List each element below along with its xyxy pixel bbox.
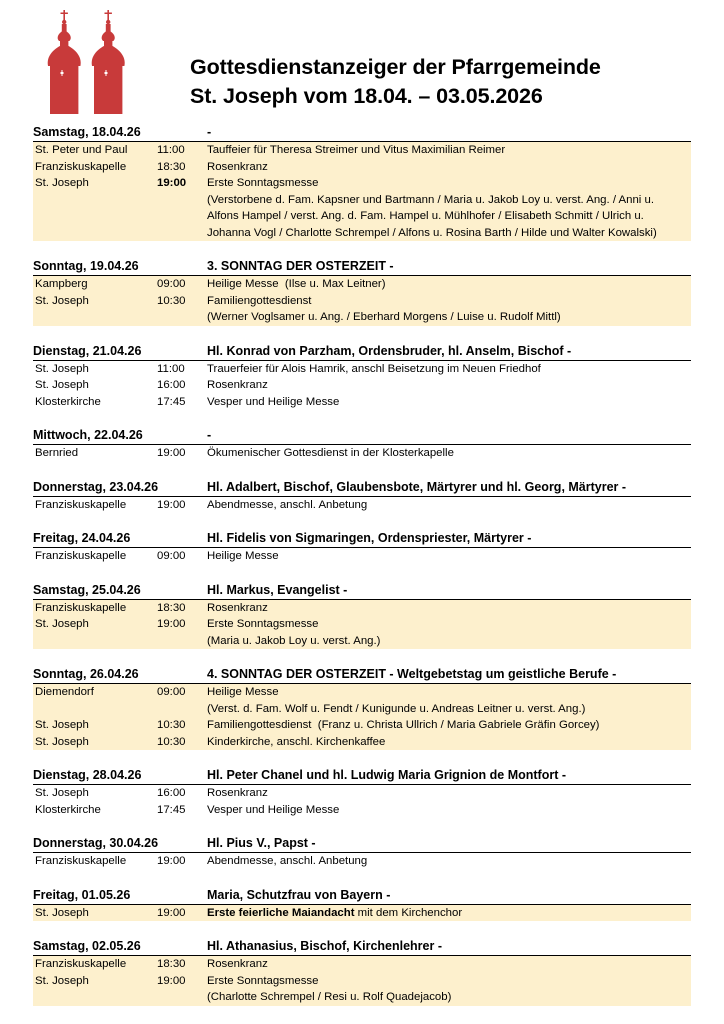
entry-description (207, 956, 691, 973)
entry-time: 18:30 (157, 958, 186, 970)
entry-time: 10:30 (157, 294, 186, 307)
day-date: Samstag, 25.04.26 (33, 582, 141, 597)
day-section (33, 257, 691, 326)
entry-time: 19:00 (157, 974, 186, 987)
entry-description (207, 175, 691, 241)
entry-description (207, 293, 691, 326)
day-section (33, 478, 691, 514)
entry-location: St. Joseph (35, 787, 89, 799)
entry-description (207, 497, 691, 514)
liturgical-feast: Hl. Fidelis von Sigmaringen, Ordenspriester, Märtyrer - (207, 531, 532, 545)
entry-time: 11:00 (157, 144, 185, 156)
entry-description (207, 853, 691, 870)
entry-time: 10:30 (157, 719, 186, 731)
description-line: Vesper und Heilige Messe (207, 395, 340, 408)
entry-time: 19:00 (157, 498, 186, 511)
entry-description (207, 394, 691, 411)
description-line: Ökumenischer Gottesdienst in der Klosterkapelle (207, 447, 454, 459)
description-line: Familiengottesdienst (Franz u. Christa Ullrich / Maria Gabriele Gräfin Gorcey) (207, 719, 600, 731)
day-section (33, 529, 691, 565)
entry-time: 19:00 (157, 618, 186, 630)
liturgical-feast: Maria, Schutzfrau von Bayern - (207, 887, 391, 902)
service-entry (33, 377, 691, 394)
description-line: (Maria u. Jakob Loy u. verst. Ang.) (207, 634, 381, 647)
entry-description (207, 548, 691, 565)
entry-location: St. Peter und Paul (35, 144, 128, 156)
description-line: Erste Sonntagsmesse (207, 618, 319, 630)
service-entry (33, 684, 691, 717)
description-line: Heilige Messe (207, 686, 279, 698)
entry-location: St. Joseph (35, 719, 89, 731)
description-line: (Werner Voglsamer u. Ang. / Eberhard Morgens / Luise u. Rudolf Mittl) (207, 311, 561, 323)
day-date: Dienstag, 28.04.26 (33, 768, 142, 782)
description-line: Trauerfeier für Alois Hamrik, anschl Beisetzung im Neuen Friedhof (207, 362, 541, 375)
entry-location: Kampberg (35, 278, 88, 290)
description-line (207, 905, 691, 922)
entry-location: Diemendorf (35, 686, 94, 698)
description-line: Heilige Messe (207, 550, 279, 562)
liturgical-feast: - (207, 428, 212, 442)
day-header (33, 581, 691, 600)
title-line-1: Gottesdienstanzeiger der Pfarrgemeinde (190, 55, 601, 79)
day-date: Freitag, 01.05.26 (33, 887, 131, 902)
entry-location: St. Joseph (35, 906, 89, 919)
entry-description (207, 600, 691, 617)
day-header (33, 529, 691, 548)
entry-time: 16:00 (157, 379, 186, 391)
description-line: (Charlotte Schrempel / Resi u. Rolf Quadejacob) (207, 991, 452, 1003)
day-section (33, 834, 691, 870)
entry-time: 19:00 (157, 855, 186, 867)
entry-location: St. Joseph (35, 362, 89, 375)
entry-location: St. Joseph (35, 177, 89, 189)
service-entry (33, 175, 691, 241)
liturgical-feast: 3. SONNTAG DER OSTERZEIT - (207, 259, 394, 273)
entry-description (207, 445, 691, 462)
day-date: Donnerstag, 30.04.26 (33, 836, 159, 850)
description-line: Rosenkranz (207, 379, 268, 391)
day-section (33, 426, 691, 462)
entry-time: 11:00 (157, 362, 185, 375)
day-section (33, 886, 691, 922)
service-entry (33, 361, 691, 378)
liturgical-feast: Hl. Pius V., Papst - (207, 836, 316, 850)
liturgical-feast: Hl. Peter Chanel und hl. Ludwig Maria Grignion de Montfort - (207, 768, 567, 782)
entry-location: Franziskuskapelle (35, 550, 127, 562)
page-title (190, 53, 601, 111)
entry-description (207, 159, 691, 176)
service-entry (33, 445, 691, 462)
entry-location: St. Joseph (35, 618, 89, 630)
entry-description (207, 717, 691, 734)
entry-description (207, 142, 691, 159)
service-entry (33, 142, 691, 159)
entry-description (207, 616, 691, 649)
entry-description (207, 785, 691, 802)
entry-location: Klosterkirche (35, 395, 101, 408)
day-section (33, 665, 691, 750)
service-entry (33, 497, 691, 514)
description-line: Rosenkranz (207, 601, 268, 614)
entry-time: 17:45 (157, 803, 186, 816)
service-entry (33, 159, 691, 176)
liturgical-feast: Hl. Athanasius, Bischof, Kirchenlehrer - (207, 939, 443, 953)
church-towers-logo (40, 8, 144, 116)
service-entry (33, 293, 691, 326)
entry-description (207, 377, 691, 394)
entry-location: St. Joseph (35, 974, 89, 987)
entry-location: Klosterkirche (35, 803, 101, 816)
entry-location: Franziskuskapelle (35, 958, 127, 970)
day-date: Samstag, 02.05.26 (33, 939, 141, 953)
entry-location: Franziskuskapelle (35, 601, 127, 614)
service-entry (33, 548, 691, 565)
entry-time: 19:00 (157, 906, 186, 919)
entry-time: 18:30 (157, 601, 186, 614)
liturgical-feast: Hl. Konrad von Parzham, Ordensbruder, hl. Anselm, Bischof - (207, 343, 572, 358)
entry-location: Franziskuskapelle (35, 855, 127, 867)
service-entry (33, 734, 691, 751)
entry-time: 17:45 (157, 395, 186, 408)
day-section (33, 123, 691, 241)
entry-description (207, 973, 691, 1006)
entry-description (207, 734, 691, 751)
description-line: Heilige Messe (Ilse u. Max Leitner) (207, 278, 386, 290)
title-line-2: St. Joseph vom 18.04. – 03.05.2026 (190, 84, 543, 108)
entry-time: 18:30 (157, 160, 186, 173)
day-date: Dienstag, 21.04.26 (33, 343, 142, 358)
day-date: Mittwoch, 22.04.26 (33, 428, 143, 442)
entry-description (207, 361, 691, 378)
entry-location: Franziskuskapelle (35, 160, 127, 173)
service-entry (33, 717, 691, 734)
description-line: Erste Sonntagsmesse (207, 974, 319, 987)
liturgical-feast: 4. SONNTAG DER OSTERZEIT - Weltgebetstag um geistliche Berufe - (207, 667, 617, 681)
entry-time: 16:00 (157, 787, 186, 799)
entry-description (207, 802, 691, 819)
day-date: Freitag, 24.04.26 (33, 531, 131, 545)
liturgical-feast: Hl. Adalbert, Bischof, Glaubensbote, Märtyrer und hl. Georg, Märtyrer - (207, 479, 627, 494)
day-section (33, 766, 691, 818)
day-header (33, 834, 691, 853)
description-line: Erste Sonntagsmesse (207, 177, 319, 189)
service-entry (33, 600, 691, 617)
entry-time: 09:00 (157, 686, 186, 698)
entry-time: 19:00 (157, 447, 186, 459)
entry-description (207, 905, 691, 922)
service-entry (33, 616, 691, 649)
day-section (33, 581, 691, 650)
entry-location: Franziskuskapelle (35, 498, 127, 511)
liturgical-feast: Hl. Markus, Evangelist - (207, 582, 348, 597)
description-line: Rosenkranz (207, 160, 268, 173)
day-header (33, 937, 691, 956)
description-line: Vesper und Heilige Messe (207, 803, 340, 816)
day-date: Donnerstag, 23.04.26 (33, 479, 159, 494)
entry-location: St. Joseph (35, 379, 89, 391)
service-schedule (33, 123, 691, 1022)
service-entry (33, 973, 691, 1006)
description-line: Tauffeier für Theresa Streimer und Vitus Maximilian Reimer (207, 144, 506, 156)
description-line: Abendmesse, anschl. Anbetung (207, 855, 368, 867)
liturgical-feast: - (207, 125, 212, 139)
day-date: Sonntag, 19.04.26 (33, 259, 139, 273)
entry-location: Bernried (35, 447, 79, 459)
day-header (33, 342, 691, 361)
day-header (33, 257, 691, 276)
service-entry (33, 394, 691, 411)
day-date: Samstag, 18.04.26 (33, 125, 141, 139)
day-header (33, 478, 691, 497)
description-line: Alfons Hampel / verst. Ang. d. Fam. Hampel u. Mühlhofer / Elisabeth Schmitt / Ulrich u. (207, 210, 644, 222)
day-header (33, 426, 691, 445)
entry-time: 10:30 (157, 735, 186, 748)
description-line: (Verst. d. Fam. Wolf u. Fendt / Kunigunde u. Andreas Leitner u. verst. Ang.) (207, 702, 586, 715)
day-section (33, 342, 691, 411)
entry-location: St. Joseph (35, 294, 89, 307)
service-entry (33, 785, 691, 802)
day-header (33, 886, 691, 905)
description-line: Abendmesse, anschl. Anbetung (207, 498, 368, 511)
day-header (33, 123, 691, 142)
service-entry (33, 905, 691, 922)
entry-description (207, 276, 691, 293)
entry-time: 19:00 (157, 177, 187, 189)
description-line: Johanna Vogl / Charlotte Schrempel / Alfons u. Rosina Barth / Hilde und Walter Kowalski) (207, 226, 657, 239)
entry-description (207, 684, 691, 717)
day-header (33, 766, 691, 785)
description-rest: mit dem Kirchenchor (354, 906, 463, 919)
description-line: (Verstorbene d. Fam. Kapsner und Bartmann / Maria u. Jakob Loy u. verst. Ang. / Anni u. (207, 193, 655, 206)
description-line: Kinderkirche, anschl. Kirchenkaffee (207, 735, 386, 748)
entry-time: 09:00 (157, 550, 186, 562)
description-bold-lead: Erste feierliche Maiandacht (207, 906, 355, 919)
service-entry (33, 956, 691, 973)
service-entry (33, 802, 691, 819)
description-line: Familiengottesdienst (207, 294, 312, 307)
entry-time: 09:00 (157, 278, 186, 290)
description-line: Rosenkranz (207, 787, 268, 799)
service-entry (33, 853, 691, 870)
description-line: Rosenkranz (207, 958, 268, 970)
service-entry (33, 276, 691, 293)
day-header (33, 665, 691, 684)
day-date: Sonntag, 26.04.26 (33, 667, 139, 681)
day-section (33, 937, 691, 1006)
entry-location: St. Joseph (35, 735, 89, 748)
